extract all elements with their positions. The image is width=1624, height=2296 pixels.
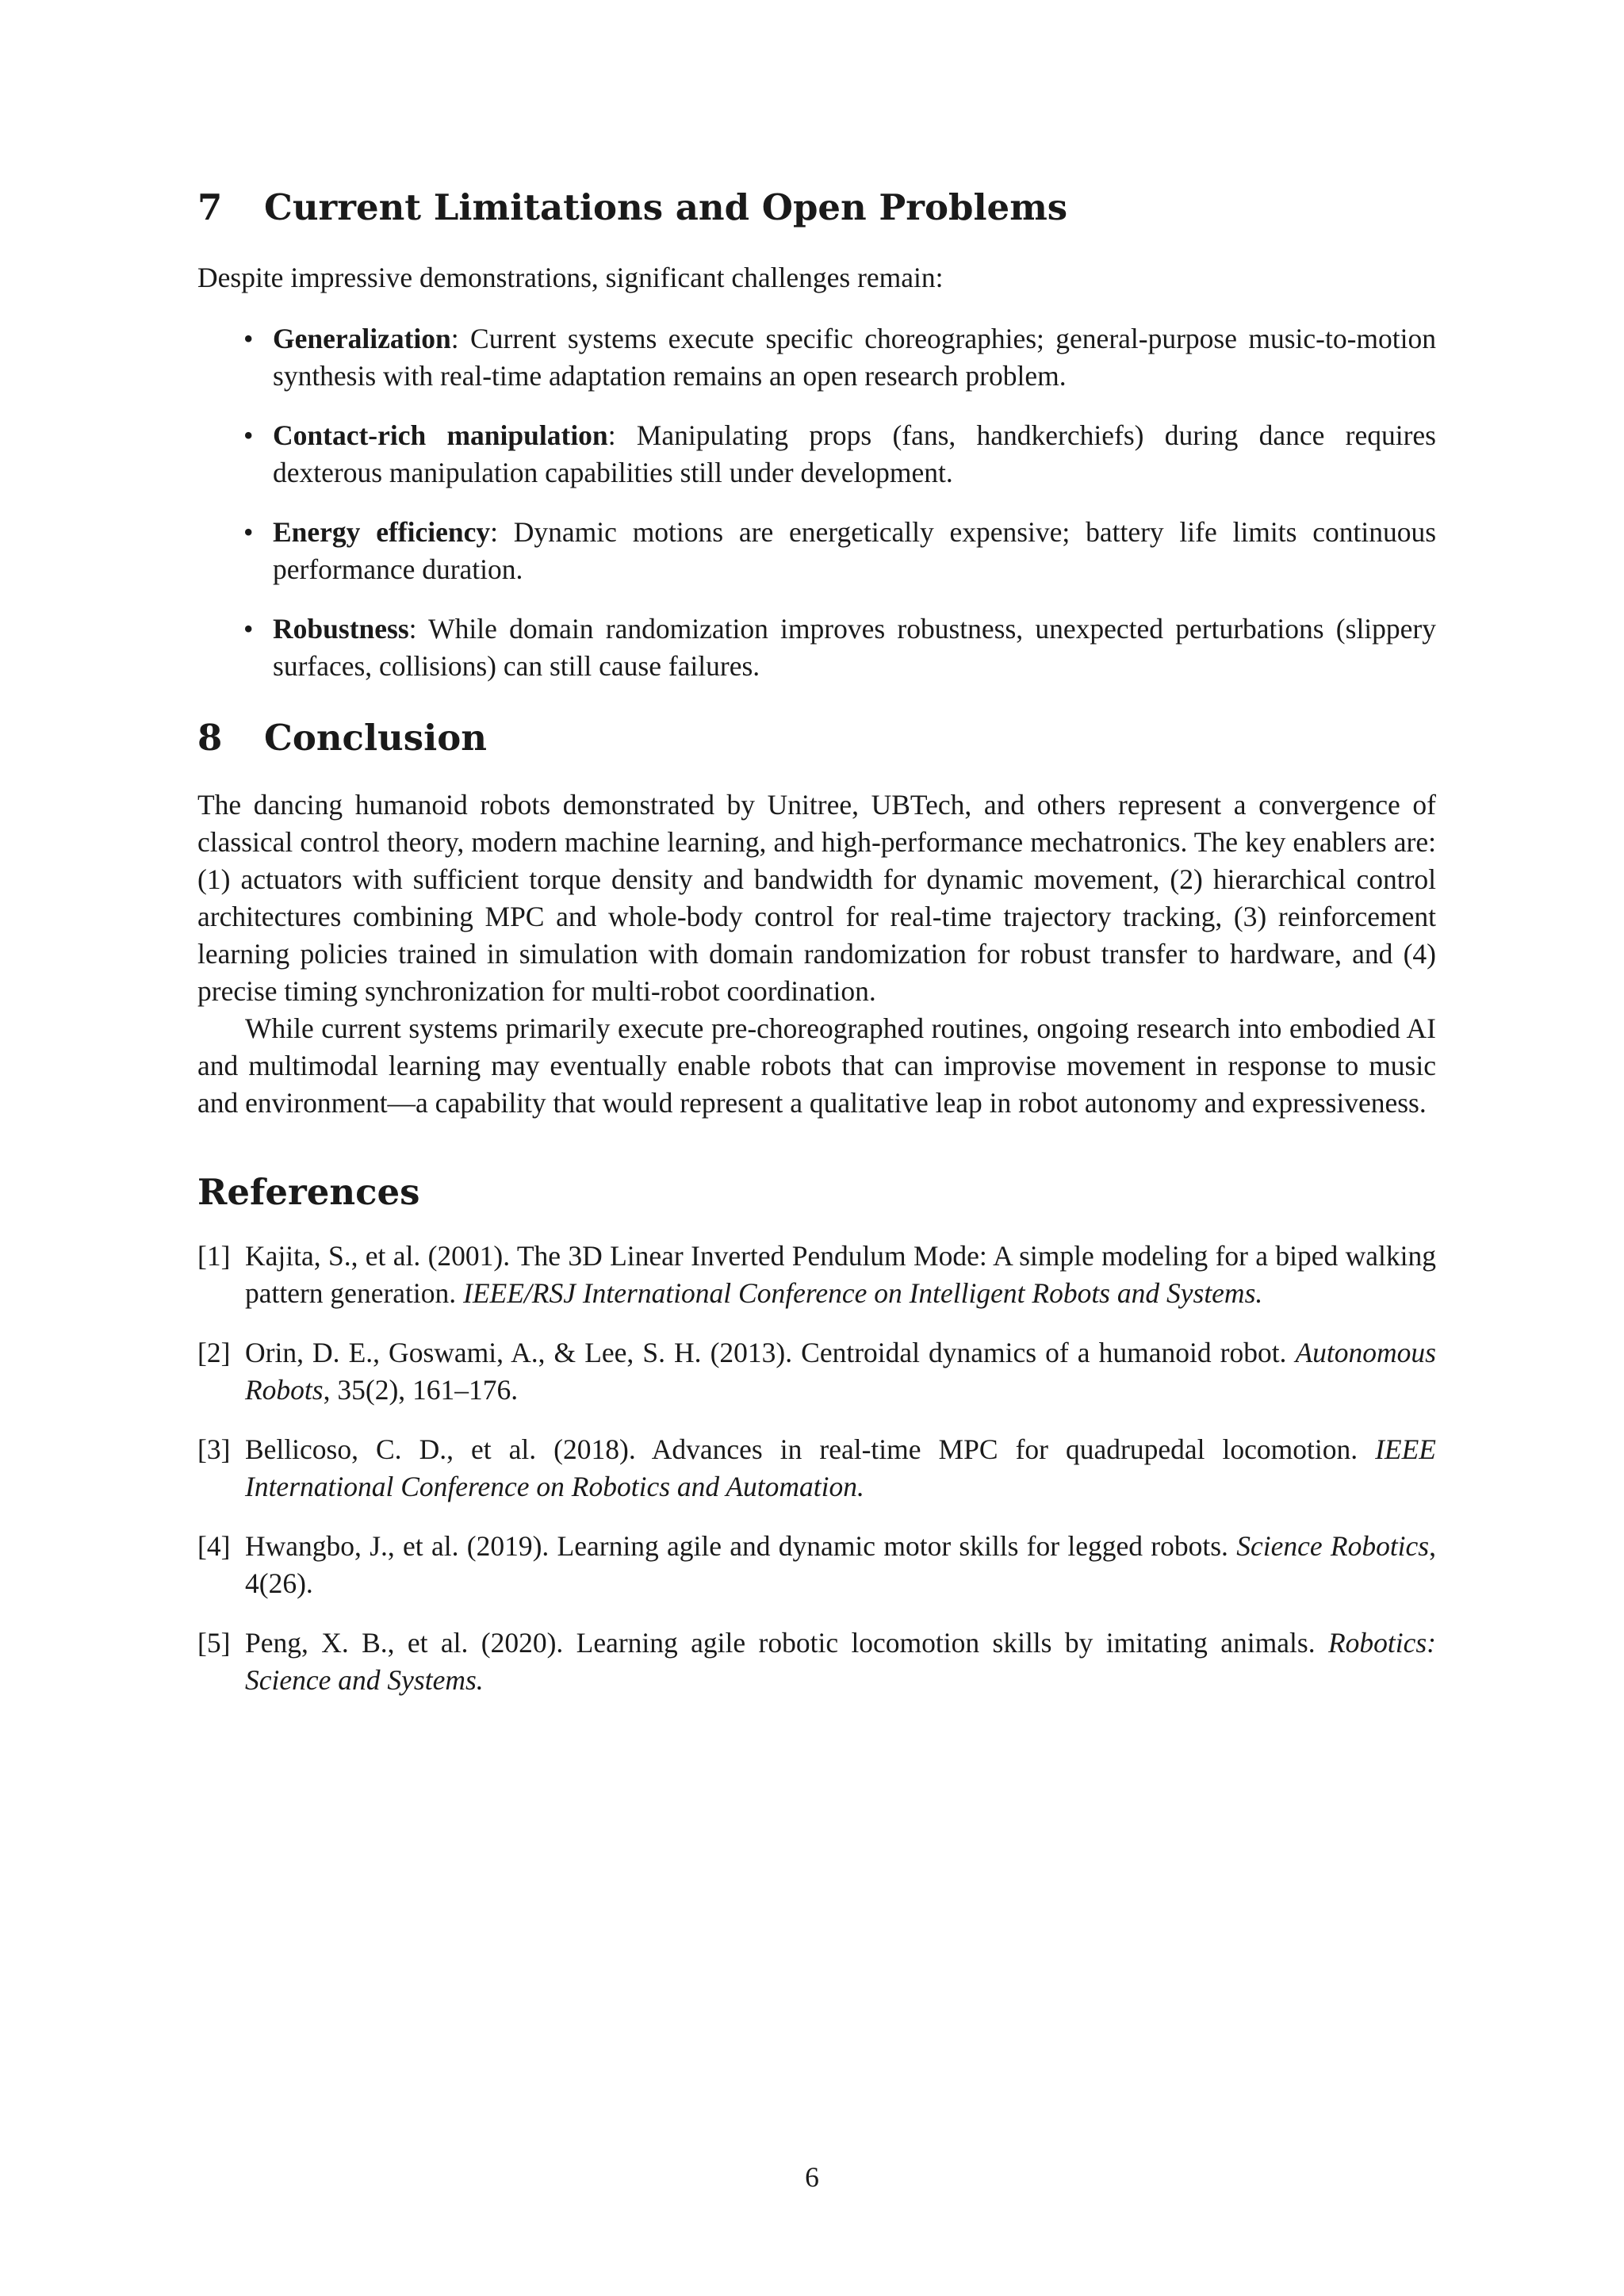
section-8-number: 8 (197, 717, 223, 759)
reference-tail: , 35(2), 161–176. (323, 1374, 519, 1406)
reference-item (197, 1528, 1436, 1602)
reference-number: [1] (197, 1240, 231, 1272)
reference-number: [2] (197, 1337, 231, 1368)
reference-text: Bellicoso, C. D., et al. (2018). Advances in real-time MPC for quadrupedal locomotion. (245, 1433, 1376, 1465)
reference-number: [4] (197, 1530, 231, 1562)
reference-item (197, 1334, 1436, 1409)
bullet-text: : Manipulating props (fans, handkerchiefs) during dance requires dexterous manipulation capabilities still under development. (273, 419, 1436, 488)
bullet-icon: • (243, 613, 254, 645)
bullet-icon: • (243, 419, 254, 451)
section-7-intro: Despite impressive demonstrations, significant challenges remain: (197, 262, 944, 293)
bullet-text: : Dynamic motions are energetically expensive; battery life limits continuous performance duration. (273, 516, 1437, 585)
conclusion-paragraph-2: While current systems primarily execute pre-choreographed routines, ongoing research into embodied AI and multimodal learning may eventually enable robots that can improvise movement in response to music and environment—a capability that would represent a qualitative leap in robot autonomy and expressiveness. (197, 1012, 1436, 1119)
reference-text: Peng, X. B., et al. (2020). Learning agile robotic locomotion skills by imitating animals. (245, 1627, 1328, 1659)
limitations-list (197, 320, 1436, 685)
reference-venue: Robotics: Science and Systems. (245, 1627, 1436, 1696)
reference-venue: Autonomous Robots (245, 1337, 1436, 1406)
references-heading (197, 1171, 1436, 1214)
reference-venue: IEEE International Conference on Robotics and Automation. (245, 1433, 1436, 1502)
references-list (197, 1238, 1436, 1699)
reference-tail: , 4(26). (245, 1530, 1436, 1599)
list-item (197, 320, 1436, 395)
section-7-number: 7 (197, 186, 223, 228)
section-8-heading (197, 717, 1436, 760)
reference-item (197, 1431, 1436, 1506)
list-item (197, 514, 1436, 588)
bullet-icon: • (243, 516, 254, 548)
reference-text: Kajita, S., et al. (2001). The 3D Linear Inverted Pendulum Mode: A simple modeling for a biped walking pattern generation. (245, 1240, 1436, 1309)
reference-item (197, 1238, 1436, 1312)
section-7-title: Current Limitations and Open Problems (264, 186, 1068, 228)
reference-text: Orin, D. E., Goswami, A., & Lee, S. H. (2013). Centroidal dynamics of a humanoid robot. (245, 1337, 1296, 1368)
reference-venue: IEEE/RSJ International Conference on Intelligent Robots and Systems. (463, 1277, 1263, 1309)
section-8-title: Conclusion (264, 717, 487, 759)
list-item (197, 610, 1436, 685)
list-item (197, 417, 1436, 492)
bullet-icon: • (243, 323, 254, 354)
bullet-term: Contact-rich manipulation (273, 419, 608, 451)
page-number: 6 (805, 2161, 819, 2193)
bullet-term: Generalization (273, 323, 451, 354)
reference-text: Hwangbo, J., et al. (2019). Learning agile and dynamic motor skills for legged robots. (245, 1530, 1237, 1562)
reference-number: [3] (197, 1433, 231, 1465)
references-title: References (197, 1171, 420, 1213)
bullet-text: : While domain randomization improves robustness, unexpected perturbations (slippery surfaces, collisions) can still cause failures. (273, 613, 1436, 682)
bullet-term: Robustness (273, 613, 409, 645)
section-7-heading (197, 186, 1436, 229)
reference-number: [5] (197, 1627, 231, 1659)
reference-item (197, 1624, 1436, 1699)
page-content (197, 186, 1436, 1721)
bullet-text: : Current systems execute specific choreographies; general-purpose music-to-motion synthesis with real-time adaptation remains an open research problem. (273, 323, 1436, 392)
conclusion-paragraph-1: The dancing humanoid robots demonstrated by Unitree, UBTech, and others represent a convergence of classical control theory, modern machine learning, and high-performance mechatronics. The key enablers are: (1) actuators with sufficient torque density and bandwidth for dynamic movement, (2) hierarchical control architectures combining MPC and whole-body control for real-time trajectory tracking, (3) reinforcement learning policies trained in simulation with domain randomization for robust transfer to hardware, and (4) precise timing synchronization for multi-robot coordination. (197, 789, 1436, 1007)
bullet-term: Energy efficiency (273, 516, 491, 548)
reference-venue: Science Robotics (1236, 1530, 1430, 1562)
